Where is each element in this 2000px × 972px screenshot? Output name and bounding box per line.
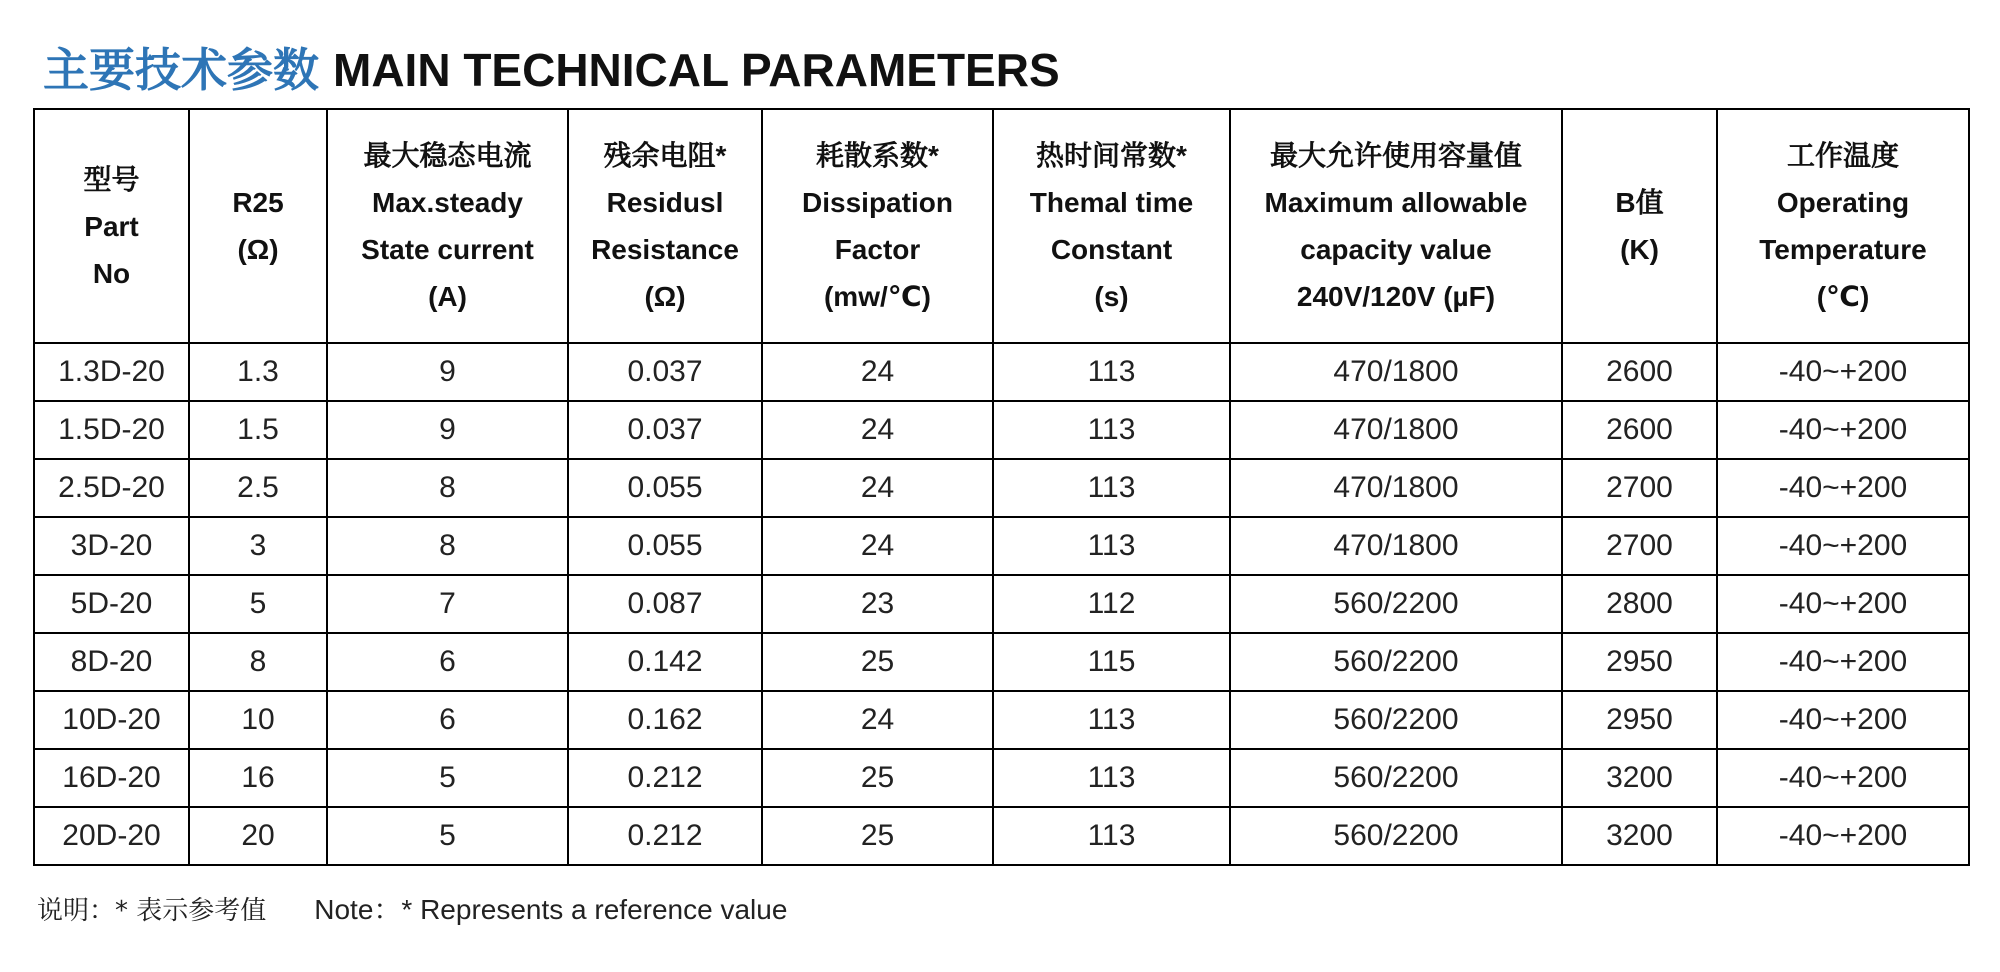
table-cell-thermal-time-constant: 113 <box>993 401 1230 459</box>
table-cell-residual-resistance: 0.162 <box>568 691 762 749</box>
table-cell-max-current: 6 <box>327 691 568 749</box>
table-cell-operating-temp: -40~+200 <box>1717 343 1969 401</box>
table-cell-max-current: 6 <box>327 633 568 691</box>
table-cell-r25: 8 <box>189 633 327 691</box>
table-cell-residual-resistance: 0.037 <box>568 401 762 459</box>
table-cell-operating-temp: -40~+200 <box>1717 633 1969 691</box>
column-header-line: Operating <box>1776 187 1910 218</box>
page-title <box>43 40 1060 100</box>
column-header-line: 耗散系数* <box>816 140 939 171</box>
table-cell-max-capacity: 560/2200 <box>1230 633 1562 691</box>
column-header-line: Residusl <box>606 187 724 218</box>
table-cell-max-capacity: 470/1800 <box>1230 343 1562 401</box>
table-cell-b-value: 2700 <box>1562 517 1717 575</box>
table-cell-max-capacity: 560/2200 <box>1230 691 1562 749</box>
table-cell-thermal-time-constant: 113 <box>993 343 1230 401</box>
table-cell-max-capacity: 560/2200 <box>1230 807 1562 865</box>
table-cell-r25: 10 <box>189 691 327 749</box>
table-cell-max-capacity: 560/2200 <box>1230 749 1562 807</box>
table-row <box>34 691 1969 749</box>
table-cell-max-capacity: 560/2200 <box>1230 575 1562 633</box>
column-header-part-no <box>34 109 189 343</box>
column-header-line: 热时间常数* <box>1036 140 1187 171</box>
table-cell-b-value: 3200 <box>1562 749 1717 807</box>
table-cell-residual-resistance: 0.055 <box>568 517 762 575</box>
table-cell-b-value: 2800 <box>1562 575 1717 633</box>
table-cell-operating-temp: -40~+200 <box>1717 749 1969 807</box>
table-cell-residual-resistance: 0.212 <box>568 749 762 807</box>
column-header-line: Dissipation <box>802 187 953 218</box>
table-cell-dissipation-factor: 25 <box>762 807 993 865</box>
table-row <box>34 749 1969 807</box>
table-cell-residual-resistance: 0.212 <box>568 807 762 865</box>
table-cell-r25: 20 <box>189 807 327 865</box>
table-cell-max-current: 8 <box>327 459 568 517</box>
column-header-line: (s) <box>1094 281 1129 312</box>
column-header-line: (K) <box>1620 234 1659 265</box>
footnote-en: Note：* Represents a reference value <box>314 894 788 925</box>
table-cell-operating-temp: -40~+200 <box>1717 459 1969 517</box>
table-cell-operating-temp: -40~+200 <box>1717 401 1969 459</box>
footnote-cn: 说明：* 表示参考值 <box>37 896 267 926</box>
table-cell-dissipation-factor: 24 <box>762 517 993 575</box>
column-header-line: (Ω) <box>644 281 686 312</box>
table-cell-dissipation-factor: 24 <box>762 401 993 459</box>
column-header-line: Constant <box>1050 234 1173 265</box>
table-cell-dissipation-factor: 25 <box>762 633 993 691</box>
table-cell-thermal-time-constant: 113 <box>993 749 1230 807</box>
table-cell-r25: 16 <box>189 749 327 807</box>
column-header-line: R25 <box>232 187 284 218</box>
table-row <box>34 517 1969 575</box>
table-cell-part-no: 1.5D-20 <box>34 401 189 459</box>
table-cell-thermal-time-constant: 112 <box>993 575 1230 633</box>
table-row <box>34 459 1969 517</box>
column-header-line: 型号 <box>83 163 140 195</box>
column-header-line: Factor <box>834 234 921 265</box>
column-header-line: (℃) <box>1816 281 1870 312</box>
table-cell-part-no: 3D-20 <box>34 517 189 575</box>
table-cell-operating-temp: -40~+200 <box>1717 691 1969 749</box>
table-cell-residual-resistance: 0.037 <box>568 343 762 401</box>
table-cell-residual-resistance: 0.087 <box>568 575 762 633</box>
column-header-line: 残余电阻* <box>603 140 727 171</box>
table-cell-thermal-time-constant: 113 <box>993 807 1230 865</box>
table-cell-dissipation-factor: 23 <box>762 575 993 633</box>
page-title-cn: 主要技术参数 <box>43 43 319 97</box>
table-cell-thermal-time-constant: 115 <box>993 633 1230 691</box>
table-cell-dissipation-factor: 24 <box>762 459 993 517</box>
table-cell-r25: 1.3 <box>189 343 327 401</box>
column-header-line: Resistance <box>591 234 739 265</box>
table-cell-max-current: 9 <box>327 401 568 459</box>
table-body <box>34 343 1969 865</box>
column-header-line: (A) <box>428 281 467 312</box>
table-cell-r25: 5 <box>189 575 327 633</box>
table-header-row <box>34 109 1969 343</box>
table-cell-b-value: 2600 <box>1562 401 1717 459</box>
table-cell-operating-temp: -40~+200 <box>1717 517 1969 575</box>
column-header-operating-temp <box>1717 109 1969 343</box>
table-cell-r25: 1.5 <box>189 401 327 459</box>
table-cell-operating-temp: -40~+200 <box>1717 807 1969 865</box>
table-cell-max-capacity: 470/1800 <box>1230 517 1562 575</box>
table-cell-b-value: 2950 <box>1562 691 1717 749</box>
column-header-line: Temperature <box>1759 234 1927 265</box>
table-cell-b-value: 2600 <box>1562 343 1717 401</box>
table-cell-thermal-time-constant: 113 <box>993 691 1230 749</box>
table-cell-thermal-time-constant: 113 <box>993 517 1230 575</box>
table-row <box>34 633 1969 691</box>
table-cell-part-no: 5D-20 <box>34 575 189 633</box>
column-header-line: Themal time <box>1029 187 1194 218</box>
table-cell-part-no: 2.5D-20 <box>34 459 189 517</box>
table-cell-max-current: 5 <box>327 807 568 865</box>
table-row <box>34 807 1969 865</box>
table-row <box>34 401 1969 459</box>
table-cell-dissipation-factor: 24 <box>762 343 993 401</box>
table-cell-dissipation-factor: 25 <box>762 749 993 807</box>
column-header-line: State current <box>361 234 534 265</box>
table-cell-max-capacity: 470/1800 <box>1230 401 1562 459</box>
column-header-max-current <box>327 109 568 343</box>
table-cell-max-capacity: 470/1800 <box>1230 459 1562 517</box>
parameters-table <box>33 108 1970 866</box>
column-header-line: Part <box>84 210 139 242</box>
table-cell-part-no: 10D-20 <box>34 691 189 749</box>
column-header-line: Max.steady <box>372 187 523 218</box>
column-header-line: (mw/℃) <box>823 281 931 312</box>
column-header-line: capacity value <box>1300 234 1492 265</box>
table-cell-residual-resistance: 0.142 <box>568 633 762 691</box>
column-header-r25 <box>189 109 327 343</box>
page-title-en: MAIN TECHNICAL PARAMETERS <box>333 44 1060 96</box>
table-cell-b-value: 2950 <box>1562 633 1717 691</box>
column-header-dissipation-factor <box>762 109 993 343</box>
table-row <box>34 343 1969 401</box>
table-cell-residual-resistance: 0.055 <box>568 459 762 517</box>
table-cell-dissipation-factor: 24 <box>762 691 993 749</box>
table-cell-operating-temp: -40~+200 <box>1717 575 1969 633</box>
column-header-line: 最大允许使用容量值 <box>1269 140 1522 171</box>
table-cell-thermal-time-constant: 113 <box>993 459 1230 517</box>
column-header-line: No <box>92 257 131 289</box>
table-cell-r25: 3 <box>189 517 327 575</box>
column-header-thermal-time-constant <box>993 109 1230 343</box>
table-cell-b-value: 3200 <box>1562 807 1717 865</box>
column-header-line: 最大稳态电流 <box>363 140 532 171</box>
column-header-line: 240V/120V (µF) <box>1296 281 1496 312</box>
column-header-max-capacity <box>1230 109 1562 343</box>
table-cell-r25: 2.5 <box>189 459 327 517</box>
table-cell-max-current: 9 <box>327 343 568 401</box>
table-cell-part-no: 8D-20 <box>34 633 189 691</box>
table-cell-part-no: 16D-20 <box>34 749 189 807</box>
column-header-b-value <box>1562 109 1717 343</box>
table-cell-max-current: 5 <box>327 749 568 807</box>
column-header-line: B值 <box>1615 187 1664 218</box>
table-cell-part-no: 20D-20 <box>34 807 189 865</box>
table-cell-max-current: 7 <box>327 575 568 633</box>
column-header-line: 工作温度 <box>1786 140 1899 171</box>
table-cell-part-no: 1.3D-20 <box>34 343 189 401</box>
column-header-residual-resistance <box>568 109 762 343</box>
table-cell-max-current: 8 <box>327 517 568 575</box>
table-cell-b-value: 2700 <box>1562 459 1717 517</box>
column-header-line: (Ω) <box>237 234 279 265</box>
table-row <box>34 575 1969 633</box>
footnote <box>37 888 787 928</box>
column-header-line: Maximum allowable <box>1264 187 1528 218</box>
